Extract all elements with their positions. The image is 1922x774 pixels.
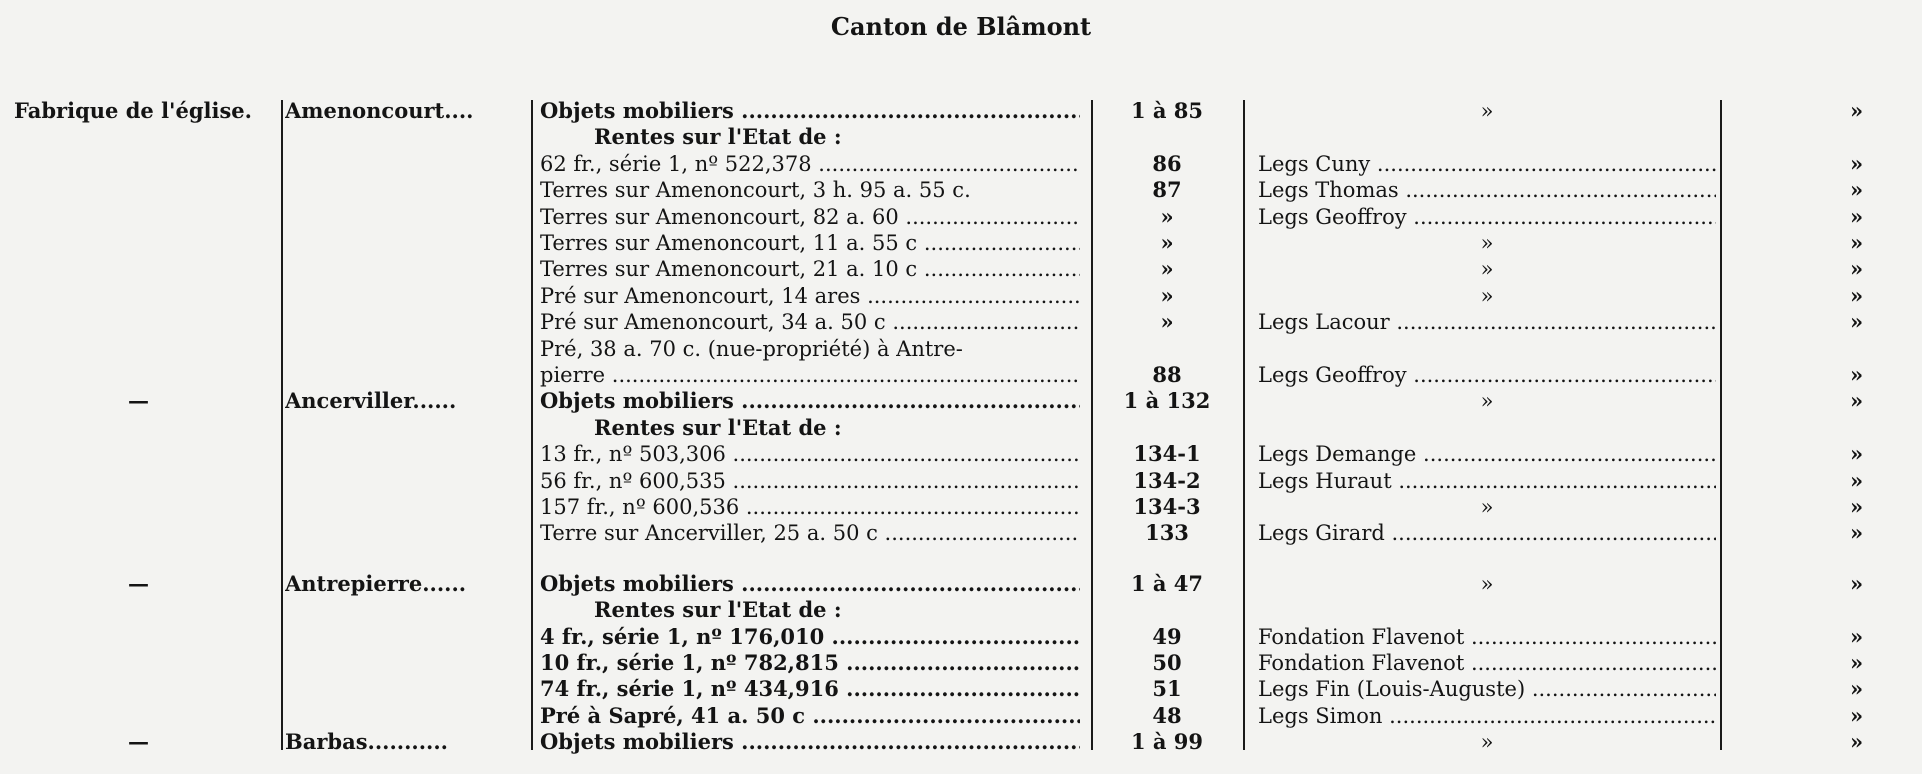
origin-cell: Legs Huraut .....: [1258, 468, 1716, 494]
observation-cell: »: [1850, 676, 1864, 701]
observation-cell: »: [1850, 494, 1864, 519]
number-cell: 1 à 132: [1123, 388, 1211, 413]
description-cell: Terres sur Amenoncourt, 3 h. 95 a. 55 c.: [540, 178, 971, 202]
table-row: [0, 309, 1922, 335]
description-cell: Pré sur Amenoncourt, 34 a. 50 c .....: [540, 309, 1080, 335]
table-row: [0, 703, 1922, 729]
table-row: [0, 650, 1922, 676]
origin-cell: Legs Geoffroy .....: [1258, 204, 1716, 230]
origin-cell: Legs Thomas .....: [1258, 177, 1716, 203]
description-cell: Objets mobiliers .....: [540, 729, 1080, 755]
description-cell: Objets mobiliers .....: [540, 571, 1080, 597]
origin-cell: »: [1480, 572, 1494, 596]
number-cell: »: [1160, 230, 1174, 255]
description-cell: Terre sur Ancerviller, 25 a. 50 c .....: [540, 520, 1080, 546]
table-row: [0, 415, 1922, 441]
table-row: [0, 520, 1922, 546]
origin-cell: »: [1480, 389, 1494, 413]
commune-cell: Ancerviller......: [285, 388, 457, 413]
observation-cell: »: [1850, 624, 1864, 649]
origin-cell: »: [1480, 257, 1494, 281]
description-cell: Terres sur Amenoncourt, 11 a. 55 c .....: [540, 230, 1080, 256]
observation-cell: »: [1850, 362, 1864, 387]
number-cell: 1 à 99: [1130, 729, 1204, 754]
observation-cell: »: [1850, 309, 1864, 334]
number-cell: »: [1160, 204, 1174, 229]
origin-cell: Legs Girard .....: [1258, 520, 1716, 546]
observation-cell: »: [1850, 703, 1864, 728]
origin-cell: Legs Simon .....: [1258, 703, 1716, 729]
origin-cell: Legs Geoffroy .....: [1258, 362, 1716, 388]
description-cell: Objets mobiliers .....: [540, 388, 1080, 414]
table-row: [0, 336, 1922, 362]
description-cell: Rentes sur l'Etat de :: [594, 597, 842, 622]
description-cell: Rentes sur l'Etat de :: [594, 124, 842, 149]
observation-cell: »: [1850, 230, 1864, 255]
observation-cell: »: [1850, 388, 1864, 413]
observation-cell: »: [1850, 177, 1864, 202]
commune-cell: Amenoncourt....: [285, 98, 474, 123]
description-cell: Rentes sur l'Etat de :: [594, 415, 842, 440]
description-cell: 56 fr., nº 600,535 .....: [540, 468, 1080, 494]
table-row: [0, 177, 1922, 203]
table-row: [0, 124, 1922, 150]
establishment-cell: —: [128, 571, 149, 596]
number-cell: 50: [1152, 650, 1182, 675]
number-cell: »: [1160, 256, 1174, 281]
description-cell: Pré à Sapré, 41 a. 50 c .....: [540, 703, 1080, 729]
observation-cell: »: [1850, 204, 1864, 229]
table-row: [0, 204, 1922, 230]
establishment-cell: Fabrique de l'église.: [14, 98, 252, 123]
origin-cell: Legs Demange .....: [1258, 441, 1716, 467]
origin-cell: Legs Fin (Louis-Auguste) .....: [1258, 676, 1716, 702]
observation-cell: »: [1850, 650, 1864, 675]
origin-cell: Fondation Flavenot .....: [1258, 624, 1716, 650]
number-cell: 134-1: [1133, 441, 1201, 466]
number-cell: »: [1160, 283, 1174, 308]
observation-cell: »: [1850, 256, 1864, 281]
origin-cell: »: [1480, 495, 1494, 519]
table-row: [0, 151, 1922, 177]
description-cell: 62 fr., série 1, nº 522,378 .....: [540, 151, 1080, 177]
observation-cell: »: [1850, 151, 1864, 176]
description-cell: Terres sur Amenoncourt, 82 a. 60 .....: [540, 204, 1080, 230]
origin-cell: »: [1480, 231, 1494, 255]
number-cell: 87: [1152, 177, 1182, 202]
observation-cell: »: [1850, 468, 1864, 493]
establishment-cell: —: [128, 729, 149, 754]
table-row: [0, 729, 1922, 755]
number-cell: 51: [1152, 676, 1182, 701]
description-cell: 4 fr., série 1, nº 176,010 .....: [540, 624, 1080, 650]
table-row: [0, 676, 1922, 702]
page-title: Canton de Blâmont: [830, 12, 1092, 41]
table-row: [0, 624, 1922, 650]
description-cell: Pré, 38 a. 70 c. (nue-propriété) à Antre-: [540, 337, 963, 361]
number-cell: 86: [1152, 151, 1182, 176]
number-cell: 1 à 47: [1130, 571, 1204, 596]
description-cell: Pré sur Amenoncourt, 14 ares .....: [540, 283, 1080, 309]
observation-cell: »: [1850, 441, 1864, 466]
description-cell: Terres sur Amenoncourt, 21 a. 10 c .....: [540, 256, 1080, 282]
origin-cell: Legs Lacour .....: [1258, 309, 1716, 335]
table-row: [0, 283, 1922, 309]
table-row: [0, 468, 1922, 494]
table-row: [0, 597, 1922, 623]
number-cell: 88: [1152, 362, 1182, 387]
observation-cell: »: [1850, 283, 1864, 308]
table-row: [0, 494, 1922, 520]
observation-cell: »: [1850, 571, 1864, 596]
table-row: [0, 230, 1922, 256]
origin-cell: »: [1480, 730, 1494, 754]
observation-cell: »: [1850, 729, 1864, 754]
number-cell: 134-2: [1133, 468, 1201, 493]
origin-cell: Legs Cuny .....: [1258, 151, 1716, 177]
commune-cell: Antrepierre......: [285, 571, 467, 596]
description-cell: 13 fr., nº 503,306 .....: [540, 441, 1080, 467]
observation-cell: »: [1850, 520, 1864, 545]
origin-cell: »: [1480, 99, 1494, 123]
number-cell: 1 à 85: [1130, 98, 1204, 123]
description-cell: 74 fr., série 1, nº 434,916 .....: [540, 676, 1080, 702]
number-cell: 48: [1152, 703, 1182, 728]
number-cell: 133: [1145, 520, 1189, 545]
commune-cell: Barbas...........: [285, 729, 448, 754]
description-cell: pierre .....: [540, 362, 1080, 388]
table-row: [0, 256, 1922, 282]
description-cell: 157 fr., nº 600,536 .....: [540, 494, 1080, 520]
observation-cell: »: [1850, 98, 1864, 123]
number-cell: 49: [1152, 624, 1182, 649]
table-row: [0, 388, 1922, 414]
table-row: [0, 98, 1922, 124]
origin-cell: Fondation Flavenot .....: [1258, 650, 1716, 676]
table-row: [0, 441, 1922, 467]
description-cell: Objets mobiliers .....: [540, 98, 1080, 124]
table-row: [0, 571, 1922, 597]
number-cell: 134-3: [1133, 494, 1201, 519]
description-cell: 10 fr., série 1, nº 782,815 .....: [540, 650, 1080, 676]
establishment-cell: —: [128, 388, 149, 413]
origin-cell: »: [1480, 284, 1494, 308]
table-row: [0, 362, 1922, 388]
number-cell: »: [1160, 309, 1174, 334]
